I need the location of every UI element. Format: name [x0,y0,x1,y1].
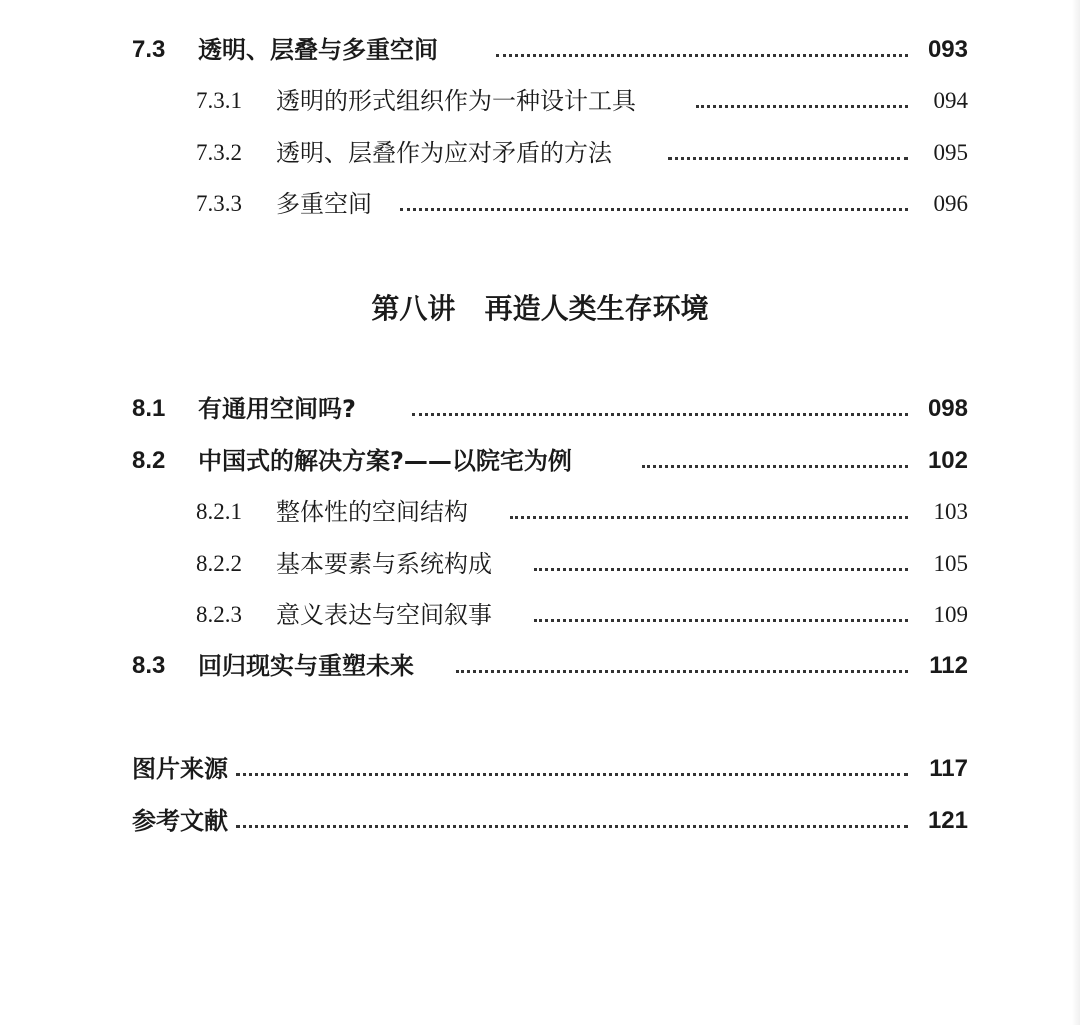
toc-entry-8-2-2 [0,544,1080,584]
dot-leader [456,670,908,673]
chapter-title: 再造人类生存环境 [484,292,709,325]
dot-leader [236,825,908,828]
entry-page-number: 094 [933,88,968,113]
dot-leader [510,516,908,519]
entry-title: 透明、层叠与多重空间 [198,36,438,64]
toc-entry-8-2-1 [0,492,1080,532]
entry-title: 基本要素与系统构成 [276,550,492,578]
dot-leader [642,465,908,468]
toc-entry-8-1 [0,389,1080,429]
entry-number: 8.2.2 [196,551,242,576]
entry-number: 8.1 [132,395,166,422]
dot-leader [412,413,908,416]
entry-title: 意义表达与空间叙事 [276,601,492,629]
dot-leader [496,54,908,57]
dot-leader [534,619,908,622]
entry-title: 图片来源 [132,755,228,783]
chapter-heading [0,286,1080,332]
entry-title: 有通用空间吗? [198,395,356,423]
dot-leader [534,568,908,571]
entry-title: 参考文献 [132,807,228,835]
entry-number: 8.3 [132,652,166,679]
dot-leader [400,208,908,211]
entry-page-number: 121 [927,807,968,834]
entry-page-number: 109 [933,602,968,627]
toc-entry-references [0,801,1080,841]
toc-entry-7-3 [0,30,1080,70]
entry-title: 透明的形式组织作为一种设计工具 [276,87,636,115]
entry-number: 8.2.1 [196,499,242,524]
entry-number: 8.2.3 [196,602,242,627]
chapter-label: 第八讲 [371,292,456,325]
entry-title: 中国式的解决方案?——以院宅为例 [198,447,572,475]
toc-entry-7-3-2 [0,133,1080,173]
entry-page-number: 096 [933,191,968,216]
entry-number: 8.2 [132,447,166,474]
entry-page-number: 098 [927,395,968,422]
entry-page-number: 117 [929,755,968,782]
entry-number: 7.3.2 [196,140,242,165]
toc-entry-8-2 [0,441,1080,481]
toc-entry-7-3-3 [0,184,1080,224]
toc-entry-8-2-3 [0,595,1080,635]
entry-page-number: 095 [933,140,968,165]
dot-leader [668,157,908,160]
entry-number: 7.3.3 [196,191,242,216]
entry-page-number: 103 [933,499,968,524]
entry-page-number: 102 [927,447,968,474]
entry-title: 整体性的空间结构 [276,498,468,526]
entry-title: 多重空间 [276,190,372,218]
page-edge-shadow [1072,0,1080,1025]
entry-page-number: 105 [933,551,968,576]
entry-title: 透明、层叠作为应对矛盾的方法 [276,139,612,167]
entry-page-number: 093 [927,36,968,63]
entry-number: 7.3.1 [196,88,242,113]
toc-entry-7-3-1 [0,81,1080,121]
entry-page-number: 112 [929,652,968,679]
entry-title: 回归现实与重塑未来 [198,652,414,680]
entry-number: 7.3 [132,36,166,63]
dot-leader [696,105,908,108]
toc-entry-8-3 [0,646,1080,686]
dot-leader [236,773,908,776]
toc-entry-image-sources [0,749,1080,789]
